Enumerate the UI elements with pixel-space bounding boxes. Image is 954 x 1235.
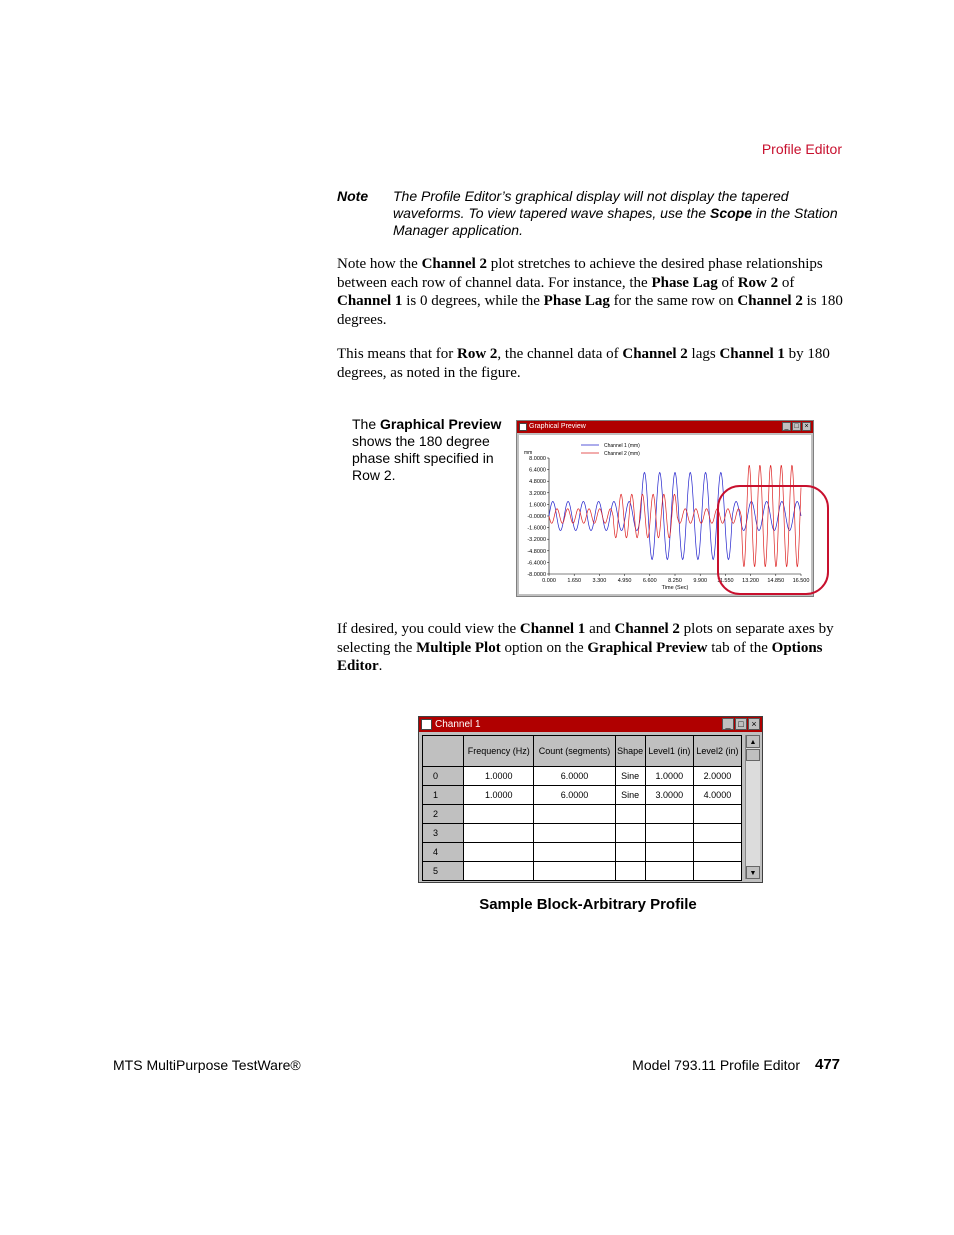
table-row	[423, 862, 742, 881]
grid-header-row	[423, 736, 742, 767]
y-tick-label: 4.8000	[529, 479, 546, 486]
note-text	[393, 188, 848, 239]
figure-side-caption: The Graphical Preview shows the 180 degree phase shift specified in Row 2.	[352, 416, 502, 483]
maximize-icon[interactable]: □	[792, 422, 801, 431]
y-tick-label: -8.0000	[527, 572, 546, 578]
x-tick-label: 0.000	[542, 578, 556, 584]
table-cell[interactable]: 1.0000	[464, 786, 534, 805]
x-tick-label: 16.500	[792, 578, 810, 584]
y-tick-label: 6.4000	[529, 467, 546, 474]
table-cell[interactable]: Sine	[615, 786, 645, 805]
paragraph-multiple-plot: If desired, you could view the Channel 1 and Channel 2 plots on separate axes by selecting the Multiple Plot option on the Graphical Preview tab of the Options Editor.	[337, 621, 834, 674]
row-header[interactable]: 1	[423, 786, 464, 805]
table-cell[interactable]	[615, 805, 645, 824]
preview-title: Graphical Preview	[529, 423, 586, 430]
table-row	[423, 767, 742, 786]
table-cell[interactable]: 3.0000	[645, 786, 693, 805]
table-cell[interactable]	[693, 805, 741, 824]
phase-shift-highlight-circle	[716, 484, 830, 596]
y-tick-label: -3.2000	[527, 537, 546, 544]
close-icon[interactable]: ×	[748, 718, 760, 730]
table-cell[interactable]	[464, 843, 534, 862]
y-tick-label: -1.6000	[527, 525, 546, 532]
footer-product: MTS MultiPurpose TestWare®	[113, 1057, 301, 1073]
table-cell[interactable]: 1.0000	[645, 767, 693, 786]
vertical-scrollbar[interactable]	[745, 735, 760, 879]
table-cell[interactable]	[534, 843, 615, 862]
y-tick-label: -0.0000	[527, 514, 546, 520]
table-cell[interactable]	[615, 843, 645, 862]
note-label: Note	[337, 188, 369, 204]
x-tick-label: 6.600	[642, 578, 657, 584]
row-header[interactable]: 2	[423, 805, 464, 824]
table-cell[interactable]	[645, 862, 693, 881]
table-cell[interactable]	[693, 843, 741, 862]
y-tick-label: -6.4000	[527, 560, 546, 567]
table-cell[interactable]	[534, 862, 615, 881]
page-number: 477	[815, 1056, 841, 1073]
column-header[interactable]: Count (segments)	[534, 736, 615, 767]
table-cell[interactable]	[693, 862, 741, 881]
table-row	[423, 843, 742, 862]
x-tick-label: 1.650	[567, 578, 582, 584]
minimize-icon[interactable]: _	[722, 718, 734, 730]
y-axis-label: mm	[524, 450, 533, 456]
column-header[interactable]: Level2 (in)	[693, 736, 741, 767]
y-tick-label: 3.2000	[529, 490, 546, 497]
legend-entry: Channel 2 (mm)	[604, 451, 640, 457]
paragraph-phase-relationships: Note how the Channel 2 plot stretches to achieve the desired phase relationships between each row of channel data. For instance, the Phase Lag of Row 2 of Channel 1 is 0 degrees, while the Phase Lag for the same row on Channel 2 is 180 degrees.	[337, 256, 843, 328]
scroll-thumb[interactable]	[746, 749, 760, 761]
table-cell[interactable]	[464, 824, 534, 843]
y-tick-label: 8.0000	[529, 456, 546, 462]
y-tick-label: -4.8000	[527, 548, 546, 555]
x-tick-label: 9.900	[693, 578, 708, 584]
table-cell[interactable]	[693, 824, 741, 843]
scroll-up-icon[interactable]: ▲	[746, 735, 760, 748]
table-title: Channel 1	[435, 719, 481, 730]
x-tick-label: 3.300	[592, 578, 607, 584]
table-row	[423, 786, 742, 805]
table-cell[interactable]	[645, 824, 693, 843]
x-tick-label: 8.250	[668, 578, 682, 584]
table-cell[interactable]	[464, 862, 534, 881]
x-tick-label: 11.550	[717, 578, 734, 584]
table-cell[interactable]: 1.0000	[464, 767, 534, 786]
preview-titlebar[interactable]	[517, 421, 813, 433]
table-cell[interactable]: 6.0000	[534, 767, 615, 786]
column-header[interactable]: Shape	[615, 736, 645, 767]
table-cell[interactable]	[464, 805, 534, 824]
row-header[interactable]: 3	[423, 824, 464, 843]
window-icon	[519, 423, 527, 431]
section-header: Profile Editor	[761, 141, 842, 157]
note-text-part: The Profile Editor’s graphical display will not display the tapered waveforms. To view tapered wave shapes, use the	[393, 188, 789, 221]
maximize-icon[interactable]: □	[735, 718, 747, 730]
row-header[interactable]: 4	[423, 843, 464, 862]
table-cell[interactable]: 4.0000	[693, 786, 741, 805]
figure-caption: Sample Block-Arbitrary Profile	[479, 896, 697, 913]
y-tick-label: 1.6000	[529, 502, 546, 509]
close-icon[interactable]: ×	[802, 422, 811, 431]
note-text-part: in the Station Manager application.	[393, 205, 838, 238]
grid-corner	[423, 736, 464, 767]
x-axis-label: Time (Sec)	[661, 585, 689, 591]
table-cell[interactable]	[615, 824, 645, 843]
profile-grid	[422, 735, 742, 881]
table-cell[interactable]: Sine	[615, 767, 645, 786]
highlight-outline	[718, 486, 828, 594]
column-header[interactable]: Frequency (Hz)	[464, 736, 534, 767]
x-tick-label: 4.950	[617, 578, 632, 584]
table-row	[423, 805, 742, 824]
table-cell[interactable]	[534, 805, 615, 824]
row-header[interactable]: 0	[423, 767, 464, 786]
x-tick-label: 13.200	[742, 578, 760, 584]
table-titlebar[interactable]	[419, 717, 762, 732]
table-cell[interactable]	[534, 824, 615, 843]
scroll-down-icon[interactable]: ▼	[746, 866, 760, 879]
table-cell[interactable]: 6.0000	[534, 786, 615, 805]
table-cell[interactable]	[645, 843, 693, 862]
footer-model: Model 793.11 Profile Editor	[632, 1057, 800, 1073]
paragraph-lag: This means that for Row 2, the channel data of Channel 2 lags Channel 1 by 180 degrees, as noted in the figure.	[337, 346, 830, 381]
x-tick-label: 14.850	[767, 578, 785, 584]
legend-entry: Channel 1 (mm)	[604, 443, 640, 449]
row-header[interactable]: 5	[423, 862, 464, 881]
column-header[interactable]: Level1 (in)	[645, 736, 693, 767]
note-text-bold: Scope	[709, 205, 752, 221]
table-cell[interactable]	[615, 862, 645, 881]
table-row	[423, 824, 742, 843]
window-icon	[421, 719, 432, 730]
minimize-icon[interactable]: _	[782, 422, 791, 431]
table-cell[interactable]: 2.0000	[693, 767, 741, 786]
table-cell[interactable]	[645, 805, 693, 824]
channel-table-window	[418, 716, 763, 883]
